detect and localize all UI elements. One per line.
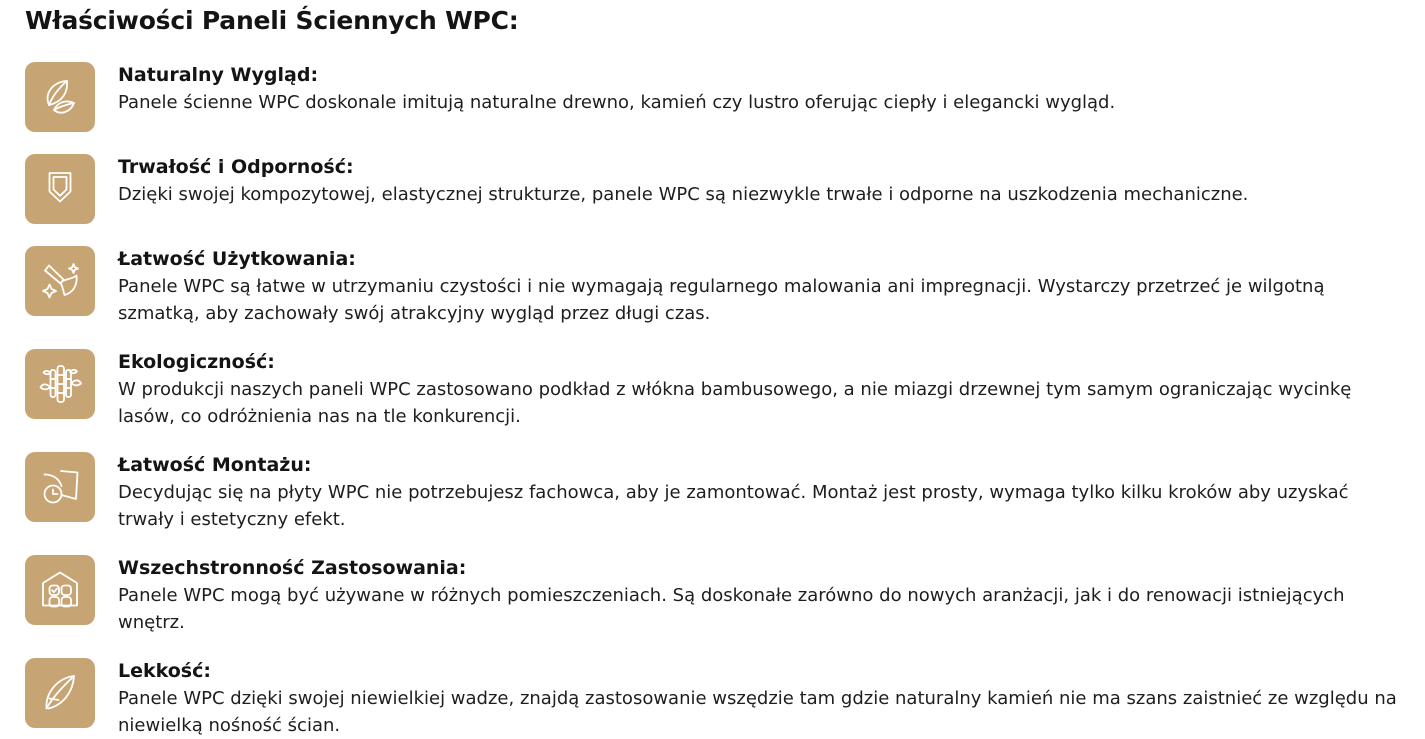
bamboo-icon: [25, 349, 95, 419]
feature-body: W produkcji naszych paneli WPC zastosowano podkład z włókna bambusowego, a nie miazgi drzewnej tym samym ograniczając wycinkę lasów, co odróżnienia nas na tle konkurencji.: [118, 379, 1352, 427]
feature-heading: Ekologiczność:: [118, 351, 275, 373]
feature-item-ecology: [25, 349, 1397, 430]
shield-icon: [25, 154, 95, 224]
feature-text: [118, 154, 1397, 209]
leaf-icon: [25, 62, 95, 132]
feature-body: Panele WPC dzięki swojej niewielkiej wadze, znajdą zastosowanie wszędzie tam gdzie naturalny kamień nie ma szans zaistnieć ze względu na niewielką nośność ścian.: [118, 688, 1397, 736]
feature-body: Panele ścienne WPC doskonale imitują naturalne drewno, kamień czy lustro oferując ciepły i elegancki wygląd.: [118, 92, 1116, 113]
feature-heading: Naturalny Wygląd:: [118, 64, 319, 86]
feature-item-ease-of-use: [25, 246, 1397, 327]
house-grid-icon: [25, 555, 95, 625]
feature-item-easy-installation: [25, 452, 1397, 533]
feature-text: [118, 62, 1397, 117]
feature-item-durability: [25, 154, 1397, 224]
feature-heading: Łatwość Użytkowania:: [118, 248, 356, 270]
feature-text: [118, 658, 1397, 739]
feature-text: [118, 349, 1397, 430]
feature-body: Panele WPC mogą być używane w różnych pomieszczeniach. Są doskonałe zarówno do nowych aranżacji, jak i do renowacji istniejących wnętrz.: [118, 585, 1345, 633]
feature-body: Panele WPC są łatwe w utrzymaniu czystości i nie wymagają regularnego malowania ani impregnacji. Wystarczy przetrzeć je wilgotną szmatką, aby zachowały swój atrakcyjny wygląd przez długi czas.: [118, 276, 1325, 324]
feature-body: Dzięki swojej kompozytowej, elastycznej strukturze, panele WPC są niezwykle trwałe i odporne na uszkodzenia mechaniczne.: [118, 184, 1249, 205]
feature-heading: Lekkość:: [118, 660, 211, 682]
feather-icon: [25, 658, 95, 728]
feature-text: [118, 246, 1397, 327]
feature-item-versatility: [25, 555, 1397, 636]
feature-heading: Wszechstronność Zastosowania:: [118, 557, 467, 579]
cleaning-brush-icon: [25, 246, 95, 316]
feature-text: [118, 555, 1397, 636]
feature-item-natural-look: [25, 62, 1397, 132]
feature-body: Decydując się na płyty WPC nie potrzebujesz fachowca, aby je zamontować. Montaż jest prosty, wymaga tylko kilku kroków aby uzyskać trwały i estetyczny efekt.: [118, 482, 1349, 530]
feature-heading: Trwałość i Odporność:: [118, 156, 354, 178]
clock-panel-icon: [25, 452, 95, 522]
feature-text: [118, 452, 1397, 533]
feature-item-lightness: [25, 658, 1397, 739]
page-title: Właściwości Paneli Ściennych WPC:: [25, 6, 519, 35]
feature-heading: Łatwość Montażu:: [118, 454, 312, 476]
